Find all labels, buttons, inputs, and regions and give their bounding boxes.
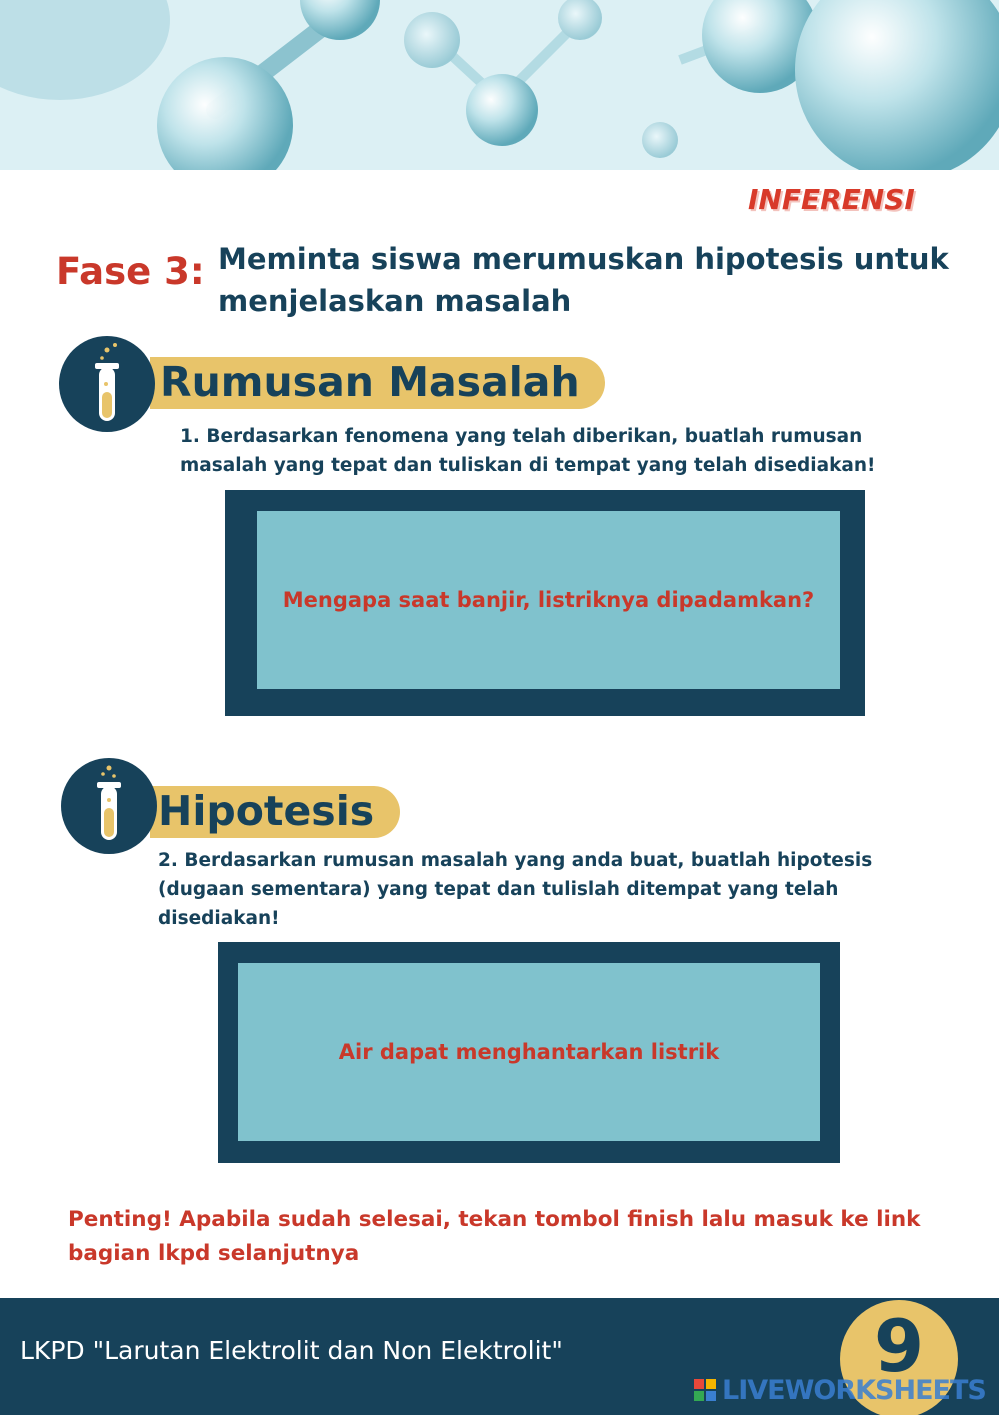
section-icon-circle: [59, 336, 155, 432]
important-note: Penting! Apabila sudah selesai, tekan tombol finish lalu masuk ke link bagian lkpd selanjutnya: [68, 1207, 921, 1266]
inferensi-tag: INFERENSI: [748, 183, 915, 216]
question-2: 2. Berdasarkan rumusan masalah yang anda buat, buatlah hipotesis (dugaan sementara) yang tepat dan tulislah ditempat yang telah disediakan!: [158, 850, 873, 929]
answer-field-1[interactable]: [257, 511, 840, 689]
page-number: 9: [873, 1304, 925, 1388]
section-title-hipotesis: Hipotesis: [158, 787, 375, 835]
section-icon-circle: [61, 758, 157, 854]
header-banner-image: [0, 0, 999, 170]
section-title-rumusan-masalah: Rumusan Masalah: [160, 358, 580, 406]
phase-label: Fase 3:: [56, 250, 205, 293]
liveworksheets-watermark: [694, 1375, 986, 1405]
answer-field-2[interactable]: [238, 963, 820, 1141]
molecule-illustration: [0, 0, 999, 170]
answer-text-2: Air dapat menghantarkan listrik: [338, 1040, 720, 1064]
footer-title: LKPD "Larutan Elektrolit dan Non Elektrolit": [20, 1336, 563, 1365]
phase-description: Meminta siswa merumuskan hipotesis untuk menjelaskan masalah: [218, 242, 949, 318]
question-1: 1. Berdasarkan fenomena yang telah diberikan, buatlah rumusan masalah yang tepat dan tuliskan di tempat yang telah disediakan!: [180, 426, 876, 476]
answer-text-1: Mengapa saat banjir, listriknya dipadamkan?: [282, 588, 815, 612]
watermark-text: LIVEWORKSHEETS: [722, 1374, 986, 1406]
test-tube-icon: [61, 758, 157, 854]
test-tube-icon: [59, 336, 155, 432]
footer-bar: [0, 1298, 999, 1415]
liveworksheets-logo-icon: [694, 1379, 716, 1401]
